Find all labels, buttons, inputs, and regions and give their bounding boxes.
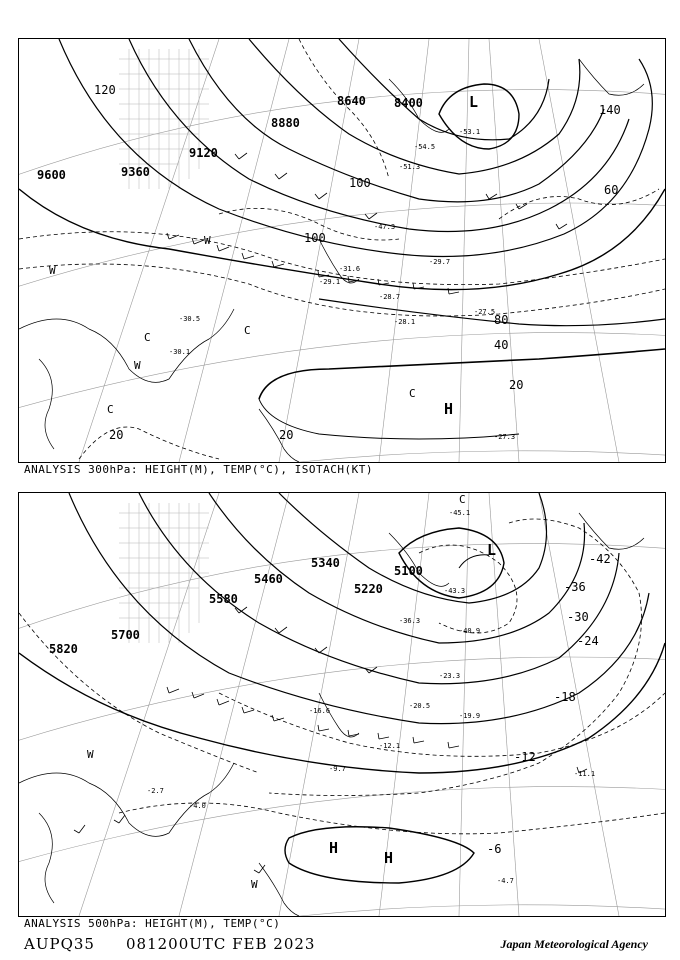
temp-value: -23.3 <box>439 672 461 680</box>
coastlines <box>19 59 644 462</box>
isotherm-labels <box>487 552 611 856</box>
isotherm-label: -24 <box>577 634 599 648</box>
height-label: 5100 <box>394 564 423 578</box>
warm-mark: W <box>251 878 258 891</box>
isotach-label: 20 <box>509 378 524 392</box>
height-label: 5580 <box>209 592 238 606</box>
isotach-label: 140 <box>599 103 621 117</box>
product-code: AUPQ35 <box>24 935 95 953</box>
height-label: 9360 <box>121 165 150 179</box>
cold-mark: C <box>244 324 251 337</box>
isotach-label: 20 <box>109 428 124 442</box>
temp-value: -4.0 <box>189 802 206 810</box>
isotach-label: 120 <box>94 83 116 97</box>
isotach-label: 80 <box>494 313 509 327</box>
high-center: H <box>384 849 394 867</box>
height-label: 5460 <box>254 572 283 586</box>
isotach-label: 60 <box>604 183 619 197</box>
temp-value: -29.7 <box>429 258 451 266</box>
height-label: 9600 <box>37 168 66 182</box>
chart-300hpa <box>18 38 666 463</box>
warm-mark: W <box>204 234 211 247</box>
map-500hpa <box>19 493 665 916</box>
high-center: H <box>444 400 454 418</box>
cold-mark: C <box>459 493 466 506</box>
temp-value: -40.9 <box>459 627 481 635</box>
wind-barbs <box>167 153 567 294</box>
temp-value: -54.5 <box>414 143 436 151</box>
cold-mark: C <box>409 387 416 400</box>
temp-value: -47.3 <box>374 223 396 231</box>
valid-time: 081200UTC FEB 2023 <box>126 935 316 953</box>
isotherm-label: -12 <box>514 750 536 764</box>
height-label: 8880 <box>271 116 300 130</box>
temp-value: -27.5 <box>474 308 496 316</box>
isotherm-label: -18 <box>554 690 576 704</box>
temp-value: -29.1 <box>319 278 341 286</box>
temp-value: -9.7 <box>329 765 346 773</box>
temp-value: -28.7 <box>379 293 401 301</box>
temp-value: -30.1 <box>169 348 191 356</box>
warm-mark: W <box>49 264 56 277</box>
isotach-label: 100 <box>304 231 326 245</box>
warm-mark: W <box>134 359 141 372</box>
temp-value: -28.1 <box>394 318 416 326</box>
height-label: 5820 <box>49 642 78 656</box>
isotherm-label: -6 <box>487 842 502 856</box>
caption-500hpa: ANALYSIS 500hPa: HEIGHT(M), TEMP(°C) <box>24 917 281 930</box>
height-label: 5340 <box>311 556 340 570</box>
chart-500hpa <box>18 492 666 917</box>
height-labels <box>49 556 423 656</box>
isotherm-label: -42 <box>589 552 611 566</box>
isotach-labels <box>94 83 621 442</box>
agency-name: Japan Meteorological Agency <box>500 937 648 951</box>
temp-value: -53.1 <box>459 128 481 136</box>
temp-value: -20.5 <box>409 702 431 710</box>
low-center: L <box>469 93 479 111</box>
height-label: 8640 <box>337 94 366 108</box>
wind-barbs <box>74 607 587 873</box>
temp-value: -43.3 <box>444 587 466 595</box>
temp-value: -2.7 <box>147 787 164 795</box>
isotach-label: 20 <box>279 428 294 442</box>
height-label: 8400 <box>394 96 423 110</box>
graticule <box>19 493 665 916</box>
isotherm-label: -30 <box>567 610 589 624</box>
height-label: 5220 <box>354 582 383 596</box>
isotherm-label: -36 <box>564 580 586 594</box>
temp-value: -45.1 <box>449 509 471 517</box>
isotach-label: 40 <box>494 338 509 352</box>
temp-value: -11.1 <box>574 770 596 778</box>
temp-value: -36.3 <box>399 617 421 625</box>
high-center: H <box>329 839 339 857</box>
station-temperatures <box>147 509 595 885</box>
caption-300hpa: ANALYSIS 300hPa: HEIGHT(M), TEMP(°C), ISOTACH(KT) <box>24 463 374 476</box>
height-label: 9120 <box>189 146 218 160</box>
map-300hpa <box>19 39 665 462</box>
temp-value: -31.6 <box>339 265 361 273</box>
warm-cold-marks <box>49 234 416 416</box>
cold-mark: C <box>144 331 151 344</box>
height-label: 5700 <box>111 628 140 642</box>
cold-mark: C <box>107 403 114 416</box>
height-labels <box>37 94 423 182</box>
warm-mark: W <box>87 748 94 761</box>
low-center: L <box>487 541 497 559</box>
isotach-label: 100 <box>349 176 371 190</box>
temp-value: -4.7 <box>497 877 514 885</box>
temp-value: -19.9 <box>459 712 481 720</box>
temp-value: -16.6 <box>309 707 331 715</box>
temp-value: -51.3 <box>399 163 421 171</box>
temp-value: -27.3 <box>494 433 516 441</box>
temp-value: -12.1 <box>379 742 401 750</box>
temp-value: -30.5 <box>179 315 201 323</box>
